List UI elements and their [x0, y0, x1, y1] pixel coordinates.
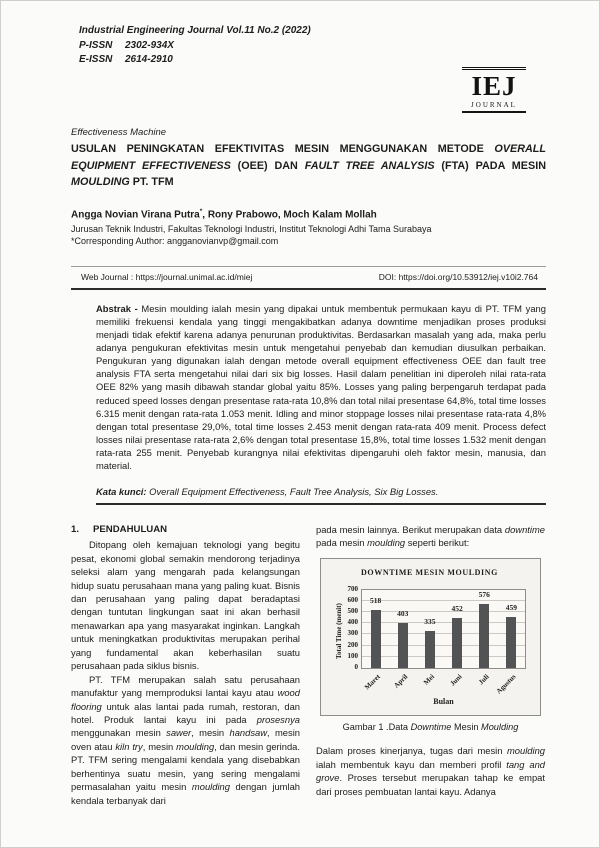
text-segment: PT. TFM merupakan salah satu perusahaan manufaktur yang memproduksi lantai kayu atau	[71, 673, 300, 699]
y-tick-label: 100	[347, 651, 358, 660]
text-segment: moulding	[506, 745, 545, 757]
text-segment: , mesin oven atau	[71, 727, 301, 752]
authors-line	[71, 208, 546, 220]
x-tick-label: Juni	[448, 672, 464, 688]
gridline	[362, 656, 525, 657]
text-segment: moulding	[176, 740, 215, 752]
abstract-paragraph	[96, 302, 546, 473]
gridline	[362, 645, 525, 646]
chart-plot	[347, 584, 526, 696]
y-axis-label: Total Time (menit)	[335, 602, 343, 659]
e-issn-label: E-ISSN	[79, 54, 113, 65]
text-segment: Dalam proses kinerjanya, tugas dari mesin	[316, 745, 507, 757]
chart-title: DOWNTIME MESIN MOULDING	[361, 568, 498, 578]
section-heading-pendahuluan	[71, 523, 300, 537]
text-segment: menggunakan mesin	[71, 727, 167, 739]
logo-subtext: JOURNAL	[462, 101, 526, 113]
figure-caption	[320, 721, 541, 734]
title-block	[71, 127, 546, 246]
e-issn-value: 2614-2910	[125, 54, 173, 65]
bar-value-label: 403	[397, 609, 409, 619]
left-column	[71, 523, 300, 807]
text-segment: Angga Novian Virana Putra	[71, 209, 200, 221]
text-segment: tang and grove	[316, 758, 545, 784]
text-segment: Mesin	[451, 722, 482, 733]
x-tick-label: April	[392, 672, 410, 690]
text-segment: sawer	[166, 727, 192, 739]
section-number: 1.	[71, 523, 80, 535]
text-segment: OVERALL EQUIPMENT EFFECTIVENESS	[71, 143, 546, 172]
p-issn-row	[79, 40, 546, 51]
logo-top-rule	[462, 67, 526, 70]
text-segment: untuk alas lantai pada rumah, restoran, dan hotel. Produk lantai kayu ini pada	[71, 700, 300, 725]
x-tick-label: Mei	[422, 672, 437, 687]
x-tick-label: Maret	[363, 672, 382, 692]
y-tick-label: 200	[347, 640, 358, 649]
article-title	[71, 141, 546, 191]
text-segment: Gambar 1 .Data	[342, 722, 411, 733]
text-segment: moulding	[367, 537, 406, 548]
x-tick-label: Agustus	[495, 672, 518, 696]
text-segment: , Rony Prabowo, Moch Kalam Mollah	[202, 209, 377, 221]
text-segment: Kata kunci	[96, 485, 144, 497]
doi-url: DOI: https://doi.org/10.53912/iej.v10i2.764	[378, 271, 538, 282]
section-title: PENDAHULUAN	[93, 523, 168, 535]
bar-mei	[425, 631, 435, 668]
y-tick-label: 700	[347, 584, 358, 593]
text-segment: downtime	[504, 523, 545, 535]
text-segment: handsaw	[229, 727, 268, 739]
bar-agustus	[506, 617, 516, 668]
text-segment: , mesin	[142, 740, 177, 752]
corresponding-author-line: *Corresponding Author: angganovianvp@gmail.com	[71, 235, 279, 246]
keywords-line	[96, 486, 546, 505]
gridline	[362, 633, 525, 634]
chart-area	[335, 584, 526, 696]
iej-journal-logo	[462, 67, 526, 113]
text-segment: Abstrak -	[96, 302, 142, 314]
right-paragraph-top	[316, 523, 545, 550]
page-content	[71, 25, 546, 807]
text-segment: pada mesin lainnya. Berikut merupakan data	[316, 523, 505, 535]
masthead	[71, 25, 546, 110]
text-segment: Overall Equipment Effectiveness, Fault Tree Analysis, Six Big Losses.	[149, 485, 439, 497]
p-issn-value: 2302-934X	[125, 40, 174, 51]
text-segment: seperti berikut:	[405, 537, 470, 548]
text-segment: , dan mesin gerinda. PT. TFM sering mengalami kendala yang disebabkan berhentinya suatu mesin, yang sering mengalami permasalahan yaitu mesin	[71, 740, 300, 793]
y-tick-label: 0	[354, 662, 358, 671]
bar-value-label: 452	[451, 603, 463, 613]
bar-april	[398, 623, 408, 668]
p-issn-label: P-ISSN	[79, 40, 113, 51]
text-segment: MOULDING	[71, 176, 130, 189]
text-segment: prosesnya	[256, 713, 300, 725]
bar-juni	[452, 618, 462, 668]
bar-juli	[479, 604, 489, 668]
text-segment: FAULT TREE ANALYSIS	[304, 159, 435, 172]
figure-downtime-chart	[320, 558, 541, 734]
affiliation-line: Jurusan Teknik Industri, Fakultas Teknologi Industri, Institut Teknologi Adhi Tama Surabaya	[71, 223, 432, 234]
text-segment: USULAN PENINGKATAN EFEKTIVITAS MESIN MENGGUNAKAN METODE	[71, 143, 495, 155]
text-segment: (OEE) DAN	[230, 159, 305, 172]
text-segment: moulding	[191, 781, 230, 793]
body-columns	[71, 523, 546, 807]
text-segment: , mesin	[191, 727, 230, 739]
running-head: Effectiveness Machine	[71, 127, 167, 138]
text-segment: Mesin moulding ialah mesin yang dipakai untuk membentuk permukaan kayu di PT. TFM yang memiliki frekuensi kendala yang tinggi mengakibatkan adanya downtime menjadikan proses produksi menjadi tidak efektif karena adanya penurunan produktivitas. Berdasarkan masalah yang ada, maka perlu adanya pengukuran efektivitas mesin untuk mengetahui penyebab dan kemudian diusulkan perbaikan. Pengukuran yang digunakan ialah dengan metode overall equipment effectiveness OEE dan fault tree analysis FTA serta mengetahui nilai dari six big losses. Hasil dalam penelitian ini diperoleh nilai rata-rata OEE 82% yang masih dibawah standar global yaitu 85%. Losses yang paling berpengaruh terdapat pada reduced speed losses dengan presentase rata-rata 10,8% dan total nilai presentase 64,8%, total time losses 6.315 menit dengan rata-rata 1.053 menit. Idling and minor stoppage losses nilai presentase rata-rata 4,8% dengan total presentase 29,0%, total time losses 2.453 menit dengan rata-rata 409 menit. Process defect losses nilai presentase rata-rata 2,6% dengan total presentase 15,8%, total time losses 1.532 menit dengan rata-rata 255 menit. Penyebab kurangnya nilai efektivitas dipengaruhi oleh faktor mesin, manusia, dan material.	[96, 302, 546, 472]
intro-paragraph-2	[71, 673, 300, 807]
text-segment: *	[199, 208, 203, 216]
journal-volume-line: Industrial Engineering Journal Vol.11 No.2 (2022)	[79, 25, 311, 36]
text-segment: Moulding	[481, 722, 519, 733]
intro-paragraph-1: Ditopang oleh kemajuan teknologi yang begitu pesat, ekonomi global semakin mendorong terjadinya seleksi alam yang mengarah pada kelangsungan hidup suatu perusahaan mana yang paling kuat. Bisnis dan perusahaan yang paling dapat beradaptasi dengan tuntutan lingkungan saat ini akan berhasil menawarkan apa yang masyarakat inginkan. Langkah untuk meningkatkan produktivitas merupakan perihal yang fundamental akan keberhasilan suatu perusahaan pada siklus bisnis.	[71, 539, 300, 672]
bar-value-label: 518	[369, 596, 382, 606]
abstract-section	[96, 302, 546, 505]
y-tick-label: 300	[347, 629, 358, 638]
bar-value-label: 459	[505, 603, 518, 613]
x-axis-label: Bulan	[433, 696, 454, 706]
bar-value-label: 576	[478, 589, 490, 599]
y-tick-label: 400	[347, 618, 358, 627]
text-segment: pada mesin	[316, 537, 368, 548]
chart-frame	[320, 558, 541, 716]
web-journal-url: Web Journal : https://journal.unimal.ac.id/miej	[81, 271, 253, 282]
text-segment: PT. TFM	[129, 176, 174, 189]
text-segment: (FTA) PADA MESIN	[434, 159, 547, 172]
text-segment: . Proses tersebut merupakan tahap ke empat dari proses pembuatan lantai kayu. Adanya	[316, 772, 545, 797]
e-issn-row	[79, 54, 546, 65]
text-segment: Downtime	[410, 722, 452, 733]
text-segment: wood flooring	[71, 687, 300, 712]
x-tick-label: Juli	[476, 672, 491, 687]
bar-maret	[371, 610, 381, 668]
y-tick-label: 500	[347, 607, 358, 616]
text-segment: ialah membentuk kayu dan memberi profil	[316, 758, 507, 770]
right-paragraph-bottom	[316, 744, 545, 798]
bar-value-label: 335	[424, 616, 436, 626]
web-journal-bar	[71, 266, 546, 290]
right-column	[316, 523, 545, 807]
text-segment: kiln try	[115, 740, 143, 752]
text-segment: :	[143, 485, 150, 497]
logo-text: IEJ	[471, 71, 517, 101]
y-tick-label: 600	[347, 596, 358, 605]
text-segment: dengan jumlah kendala terbanyak dari	[71, 781, 300, 806]
